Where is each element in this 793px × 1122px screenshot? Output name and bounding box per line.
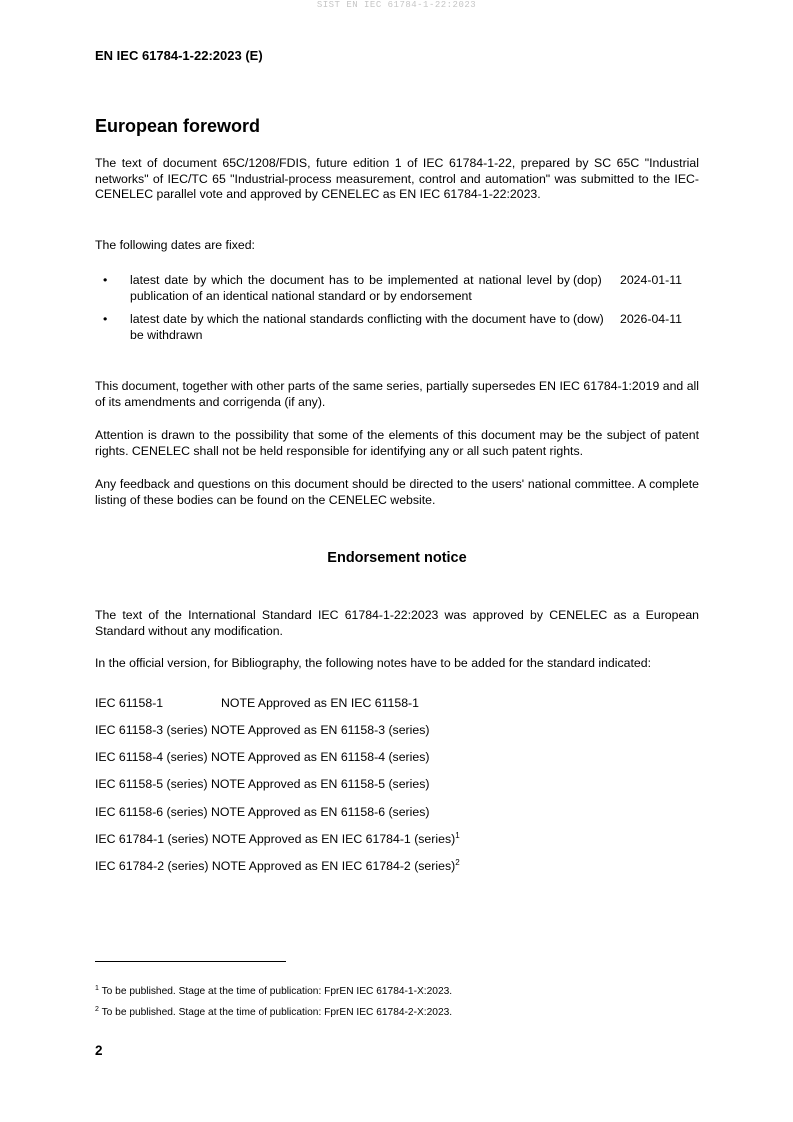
note-text: NOTE Approved as EN IEC 61784-2 (series) [211, 859, 456, 873]
bibliography-note [95, 750, 429, 765]
note-standard: IEC 61158-5 (series) [95, 777, 208, 791]
footnote-text: To be published. Stage at the time of publication: FprEN IEC 61784-2-X:2023. [101, 1007, 453, 1018]
endorsement-paragraph-1: The text of the International Standard IEC 61784-1-22:2023 was approved by CENELEC as a European Standard without any modification. [95, 608, 699, 638]
footnote-ref: 1 [455, 831, 460, 840]
footnote-divider [95, 961, 286, 962]
endorsement-paragraph-2: In the official version, for Bibliography, the following notes have to be added for the standard indicated: [95, 656, 651, 670]
footnote-number: 1 [95, 985, 99, 992]
date-item-date: 2024-01-11 [620, 273, 682, 287]
page-number: 2 [95, 1043, 103, 1058]
foreword-paragraph-4: Attention is drawn to the possibility that some of the elements of this document may be the subject of patent rights. CENELEC shall not be held responsible for identifying any or all such patent rights. [95, 428, 699, 458]
footnote-text: To be published. Stage at the time of publication: FprEN IEC 61784-1-X:2023. [101, 986, 453, 997]
foreword-heading: European foreword [95, 116, 261, 136]
note-text: NOTE Approved as EN 61158-3 (series) [210, 723, 430, 737]
bibliography-note [95, 805, 429, 820]
note-standard: IEC 61158-4 (series) [95, 750, 208, 764]
note-text: NOTE Approved as EN 61158-4 (series) [210, 750, 430, 764]
foreword-paragraph-1: The text of document 65C/1208/FDIS, future edition 1 of IEC 61784-1-22, prepared by SC 65C "Industrial networks" of IEC/TC 65 "Industrial-process measurement, control and automation" was submitted to the IEC-CENELEC parallel vote and approved by CENELEC as EN IEC 61784-1-22:2023. [95, 156, 699, 201]
foreword-paragraph-5: Any feedback and questions on this document should be directed to the users' national committee. A complete listing of these bodies can be found on the CENELEC website. [95, 477, 699, 507]
date-item-code: (dow) [573, 312, 604, 326]
bullet-icon: • [103, 273, 108, 287]
document-id-header: EN IEC 61784-1-22:2023 (E) [95, 48, 263, 63]
note-text: NOTE Approved as EN 61158-6 (series) [210, 805, 430, 819]
bibliography-note [95, 723, 429, 738]
note-standard: IEC 61158-6 (series) [95, 805, 208, 819]
note-standard: IEC 61784-2 (series) [95, 859, 209, 873]
bibliography-note [95, 859, 460, 874]
watermark: SIST EN IEC 61784-1-22:2023 [316, 0, 477, 10]
foreword-paragraph-2: The following dates are fixed: [95, 238, 255, 252]
date-item-code: (dop) [573, 273, 602, 287]
bullet-icon: • [103, 312, 108, 326]
footnote [95, 1006, 452, 1019]
foreword-paragraph-3: This document, together with other parts of the same series, partially supersedes EN IEC 61784-1:2019 and all of its amendments and corrigenda (if any). [95, 379, 699, 409]
note-text: NOTE Approved as EN IEC 61158-1 [221, 696, 419, 710]
note-standard: IEC 61158-3 (series) [95, 723, 208, 737]
date-item-text: latest date by which the document has to be implemented at national level by publication of an identical national standard or by endorsement [130, 273, 570, 303]
bibliography-note [95, 696, 419, 711]
note-standard: IEC 61784-1 (series) [95, 832, 209, 846]
bibliography-note [95, 832, 460, 847]
bibliography-note [95, 777, 429, 792]
date-item-date: 2026-04-11 [620, 312, 682, 326]
endorsement-heading: Endorsement notice [327, 550, 467, 566]
footnote [95, 985, 452, 998]
note-text: NOTE Approved as EN IEC 61784-1 (series) [211, 832, 456, 846]
note-standard: IEC 61158-1 [95, 696, 164, 710]
date-item-text: latest date by which the national standards conflicting with the document have to be withdrawn [130, 312, 570, 342]
footnote-ref: 2 [455, 858, 460, 867]
note-text: NOTE Approved as EN 61158-5 (series) [210, 777, 430, 791]
footnote-number: 2 [95, 1006, 99, 1013]
